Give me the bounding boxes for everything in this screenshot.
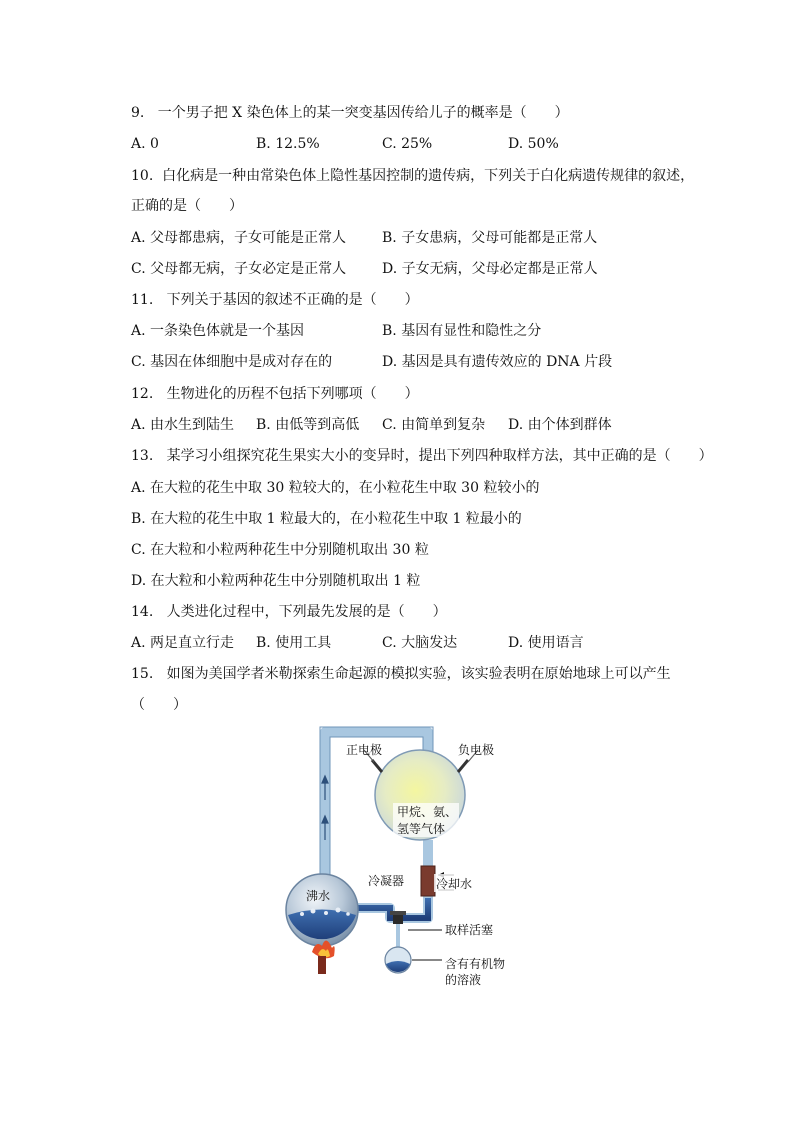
q14-option-b: B. 使用工具 xyxy=(256,635,332,651)
burner xyxy=(318,956,326,974)
question-15-stem: 15. 如图为美国学者米勒探索生命起源的模拟实验，该实验表明在原始地球上可以产生 xyxy=(131,666,671,682)
question-13-stem: 13. 某学习小组探究花生果实大小的变异时，提出下列四种取样方法，其中正确的是（ ） xyxy=(131,448,713,464)
negative-electrode-label: 负电极 xyxy=(458,743,495,757)
solution-label-1: 含有有机物 xyxy=(445,957,506,971)
q13-option-d: D. 在大粒和小粒两种花生中分别随机取出 1 粒 xyxy=(131,573,421,589)
condenser-label: 冷凝器 xyxy=(368,874,405,888)
q9-option-a: A. 0 xyxy=(131,136,159,152)
gases-label-2: 氢等气体 xyxy=(397,822,446,836)
cooling-water-label: 冷却水 xyxy=(436,877,473,891)
q13-option-a: A. 在大粒的花生中取 30 粒较大的，在小粒花生中取 30 粒较小的 xyxy=(131,480,540,496)
q9-option-c: C. 25% xyxy=(382,136,433,152)
question-12-stem: 12. 生物进化的历程不包括下列哪项（ ） xyxy=(131,386,419,402)
q13-option-c: C. 在大粒和小粒两种花生中分别随机取出 30 粒 xyxy=(131,542,429,558)
q10-option-b: B. 子女患病，父母可能都是正常人 xyxy=(382,230,598,246)
q13-option-b: B. 在大粒的花生中取 1 粒最大的，在小粒花生中取 1 粒最小的 xyxy=(131,511,522,527)
question-9-stem: 9. 一个男子把 X 染色体上的某一突变基因传给儿子的概率是（ ） xyxy=(131,105,569,121)
q11-option-a: A. 一条染色体就是一个基因 xyxy=(131,323,305,339)
sampling-valve xyxy=(393,914,403,924)
solution-label-2: 的溶液 xyxy=(445,973,482,987)
q12-option-a: A. 由水生到陆生 xyxy=(131,417,235,433)
q10-option-c: C. 父母都无病，子女必定是正常人 xyxy=(131,261,347,277)
question-14-stem: 14. 人类进化过程中，下列最先发展的是（ ） xyxy=(131,604,447,620)
q12-option-c: C. 由简单到复杂 xyxy=(382,417,486,433)
q12-option-d: D. 由个体到群体 xyxy=(508,417,612,433)
q10-option-a: A. 父母都患病，子女可能是正常人 xyxy=(131,230,347,246)
boiling-water-label: 沸水 xyxy=(306,889,331,903)
q11-option-d: D. 基因是具有遗传效应的 DNA 片段 xyxy=(382,354,613,370)
miller-experiment-diagram xyxy=(280,720,520,995)
q14-option-a: A. 两足直立行走 xyxy=(131,635,235,651)
sampling-valve-label: 取样活塞 xyxy=(445,923,494,937)
positive-electrode-label: 正电极 xyxy=(346,743,383,757)
q11-option-b: B. 基因有显性和隐性之分 xyxy=(382,323,542,339)
question-10-stem: 10. 白化病是一种由常染色体上隐性基因控制的遗传病，下列关于白化病遗传规律的叙述， xyxy=(131,168,695,184)
question-10-stem-cont: 正确的是（ ） xyxy=(131,198,243,214)
question-11-stem: 11. 下列关于基因的叙述不正确的是（ ） xyxy=(131,292,419,308)
q10-option-d: D. 子女无病，父母必定都是正常人 xyxy=(382,261,598,277)
q9-option-b: B. 12.5% xyxy=(256,136,320,152)
gases-label-1: 甲烷、氨、 xyxy=(397,805,458,819)
q14-option-d: D. 使用语言 xyxy=(508,635,584,651)
q11-option-c: C. 基因在体细胞中是成对存在的 xyxy=(131,354,333,370)
question-15-stem-cont: （ ） xyxy=(131,697,187,713)
q12-option-b: B. 由低等到高低 xyxy=(256,417,360,433)
q14-option-c: C. 大脑发达 xyxy=(382,635,458,651)
q9-option-d: D. 50% xyxy=(508,136,559,152)
condenser xyxy=(421,866,435,896)
